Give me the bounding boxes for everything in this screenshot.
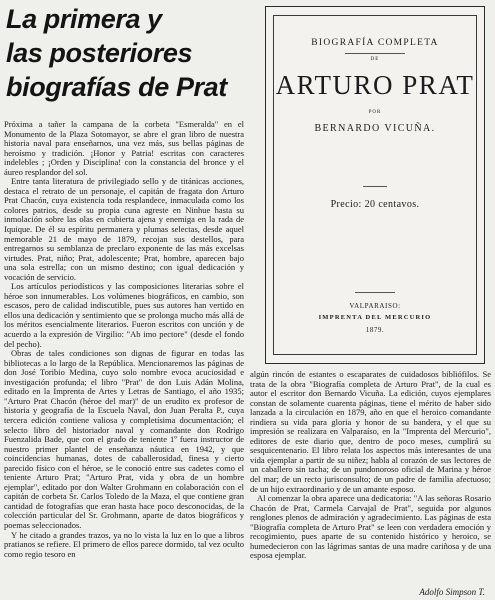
article-paragraph: Al comenzar la obra aparece una dedicatoria: "A las señoras Rosario Chacón de Prat, Carmela Carvajal de Prat", seguida por algunos renglones plenos de admiración y agradecimiento. Las páginas de esta "Biografía completa de Arturo Prat" se leen con verdadera emoción y recogimiento, pues aparte de su contenido histórico y heroico, se humedecieron con las lágrimas santas de una madre cariñosa y de una esposa ejemplar. (250, 493, 491, 561)
cover-year: 1879. (365, 326, 385, 334)
cover-city: VALPARAISO: (349, 302, 401, 310)
author-signature: Adolfo Simpson T. (419, 587, 485, 597)
article-paragraph: Obras de tales condiciones son dignas de figurar en todas las bibliotecas a lo largo de la República. Mencionaremos las páginas de don José Toribio Medina, cuyo solo nombre evoca acuciosidad e investigación profunda; el libro "Prat" de don Luis Adán Molina, editado en la Imprenta de Artes y Letras de Santiago, el año 1935; "Arturo Prat Chacón (héroe del mar)" de un erudito ex profesor de historia y geografía de la Escuela Naval, don Juan Peralta P., cuya tercera edición contiene valiosa y completísima documentación; el selecto libro del historiador naval y comandante don Rodrigo Fuenzalida Bade, que con el grado de teniente 1º fuera instructor de nuestro primer plantel de enseñanza náutica en 1942, y que coincidencias humanas, dotes de caballerosidad, finesa y cierto parecido físico con el héroe, se le conoció entre sus cadetes como el teniente Arturo Prat; "Arturo Prat, vida y obra de un hombre ejemplar", editado por don Walter Grohmann en colaboración con el capitán de corbeta Sr. Carlos Toledo de la Maza, el que contiene gran cantidad de fotografías que eran hasta hace poco desconocidas, de la colección particular del Sr. Grohmann, aparte de datos biográficos y poemas seleccionados. (4, 348, 244, 530)
cover-price: Precio: 20 centavos. (330, 199, 420, 210)
article-column-right (250, 370, 491, 592)
book-cover-image (265, 6, 485, 364)
article-paragraph: algún rincón de estantes o escaparates de cuidadosos bibliófilos. Se trata de la obra "Biografía completa de Arturo Prat", de la cual es autor el escritor don Bernardo Vicuña. La edición, cuyos ejemplares constan de solamente cuarenta páginas, tiene el mérito de haber sido lanzada a la circulación en 1879, año en que el heroico comandante rindiera su vida para gloria y honor de su bandera, y el que su impresión se realizara en Valparaíso, en la "Imprenta del Mercurio", editores de este diario que, dentro de poco meses, cumplirá su sesquicentenario. El libro relata los aspectos más interesantes de una vida ejemplar a partir de su niñez; habla al corazón de sus lectores de un caballero sin tacha; de un pundonoroso oficial de Marina y héroe del mar; de un recto jurisconsulto; de un padre de familia afectuoso; de un hijo extraordinario y de un amante esposo. (250, 370, 491, 494)
cover-de: DE (370, 57, 380, 62)
cover-rule (355, 292, 395, 293)
cover-subject-name: ARTURO PRAT (275, 70, 475, 100)
headline-line-1: La primera y (6, 4, 162, 34)
cover-rule (363, 186, 387, 187)
article-column-left (4, 120, 244, 582)
cover-rule (345, 53, 406, 54)
headline (6, 2, 261, 104)
cover-superscription: BIOGRAFÍA COMPLETA (311, 38, 439, 48)
article-paragraph: Los artículos periodísticos y las composiciones literarias sobre el héroe son innumerables. Los volúmenes biográficos, en cambio, son escasos, pero de calidad indiscutible, pues sus autores han vertido en ellos una dedicación y sentimiento que se prolonga mucho más allá de los méritos esencialmente literarios. Fueron escritos con unción y de acuerdo a la expresión de Virgilio: "Ab imo pectore" (desde el fondo del pecho). (4, 281, 244, 349)
article-paragraph: Entre tanta literatura de privilegiado sello y de titánicas acciones, destaca el retrato de un personaje, el capitán de fragata don Arturo Prat Chacón, cuya existencia toda resplandece, inmaculada como los colores patrios, desde su propia cuna agreste en Ninhue hasta su inmolación sobre las olas en cubierta ajena y enemiga en la rada de Iquique. De él su espíritu permanera y plumas selectas, desde aquel memorable 21 de mayo de 1879, recojan sus destellos, para entregarnos su semblanza de preclaro exponente de las más excelsas virtudes. Prat, niño; Prat, adolescente; Prat, hombre, aparecen bajo una sola estrella; con un mismo destino; con igual dedicación y vocación de servicio. (4, 176, 244, 282)
cover-author: BERNARDO VICUÑA. (314, 123, 436, 134)
book-cover-frame (273, 15, 477, 355)
headline-line-2: las posteriores (6, 38, 193, 68)
article-paragraph: Y he citado a grandes trazos, ya no lo vista la luz en lo que a libros pratianos se refiere. El primero de ellos parece dormido, tal vez oculto como regio tesoro en (4, 529, 244, 559)
cover-por: POR (368, 110, 382, 115)
cover-press: IMPRENTA DEL MERCURIO (318, 314, 432, 321)
article-paragraph: Próxima a tañer la campana de la corbeta "Esmeralda" en el Monumento de la Plaza Sotomayor, se abre el gran libro de nuestra historia naval para enseñarnos, una vez más, sus bellas páginas de heroísmo y tradición. ¡Honor y Patria! escritas con caracteres indelebles ; ¡Orden y Disciplina! con la constancia del bronce y el áureo resplandor del sol. (4, 120, 244, 177)
headline-line-3: biografías de Prat (6, 72, 227, 102)
